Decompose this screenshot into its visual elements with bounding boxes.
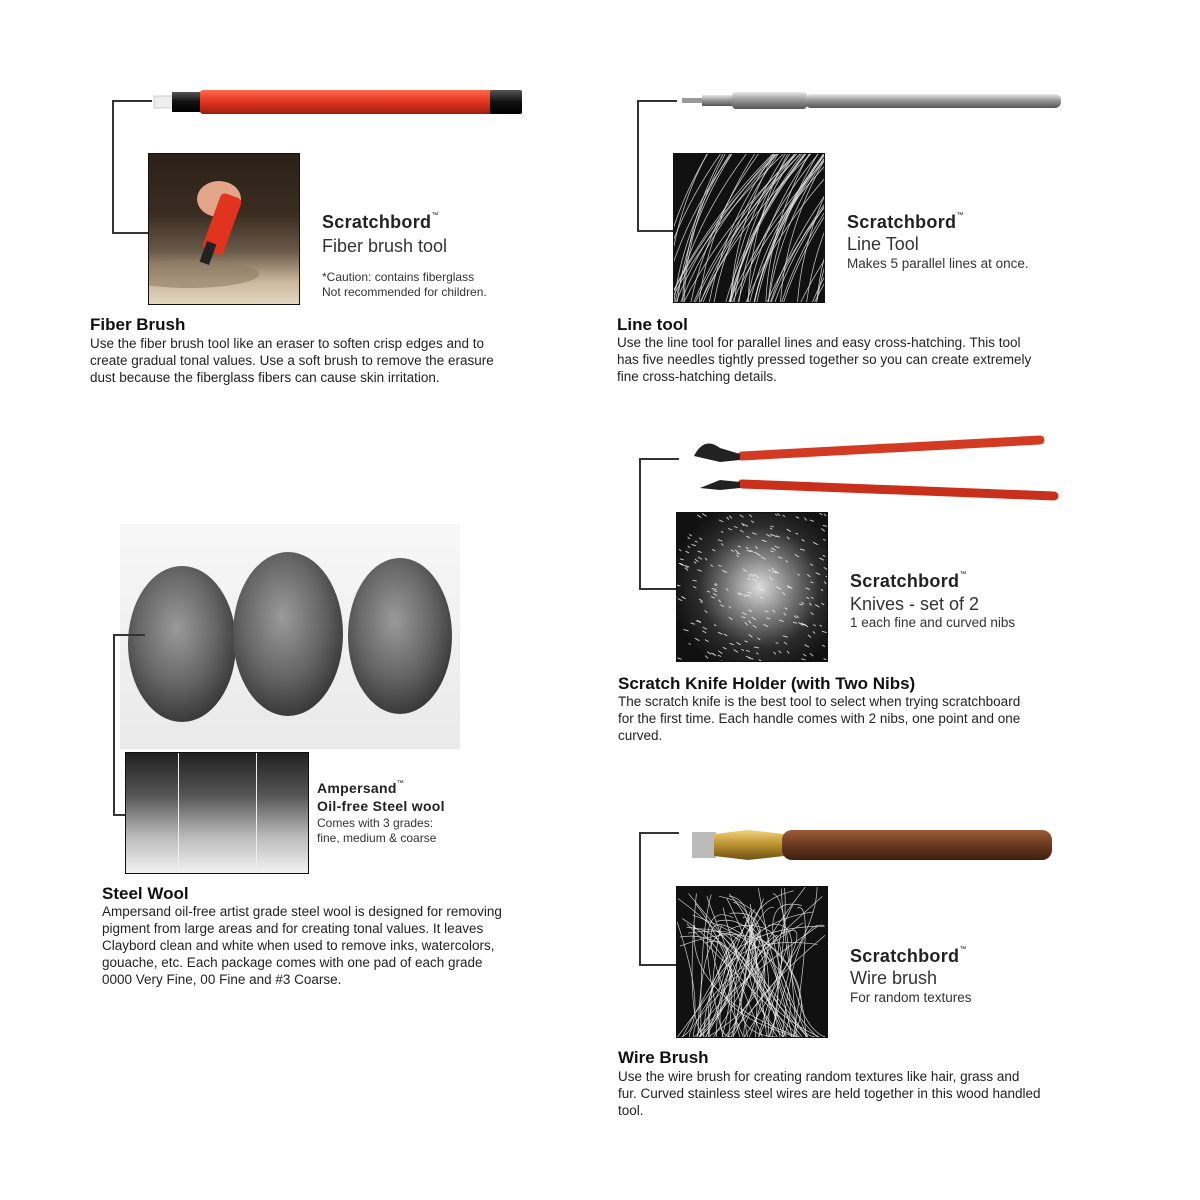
steel-wool-texture-sample	[125, 752, 309, 874]
fiber-caution: *Caution: contains fiberglass Not recommended for children.	[322, 270, 487, 299]
wire-connector-bracket	[639, 832, 679, 966]
steel-heading: Steel Wool	[102, 884, 189, 903]
wire-heading: Wire Brush	[618, 1048, 709, 1067]
steel-subtitle: Oil-free Steel wool	[317, 798, 445, 814]
knives-texture-sample	[676, 512, 828, 662]
fiber-brush-tool-image	[150, 84, 530, 130]
knives-brand: Scratchbord™	[850, 571, 967, 591]
scratch-knives-image	[690, 432, 1062, 504]
line-description: Use the line tool for parallel lines and easy cross-hatching. This tool has five needles tightly pressed together so you can create extremely fine cross-hatching details.	[617, 335, 1032, 384]
line-heading: Line tool	[617, 315, 688, 334]
line-brand: Scratchbord™	[847, 212, 964, 232]
fiber-description: Use the fiber brush tool like an eraser to soften crisp edges and to create gradual tonal values. Use a soft brush to remove the erasure dust because the fiberglass fibers can cause skin irritation.	[90, 336, 494, 385]
line-connector-bracket	[637, 100, 677, 232]
steel-wool-photo	[120, 524, 460, 749]
wire-texture-sample	[676, 886, 828, 1038]
wire-brand: Scratchbord™	[850, 946, 967, 966]
fiber-heading: Fiber Brush	[90, 315, 186, 334]
line-note: Makes 5 parallel lines at once.	[847, 256, 1029, 271]
steel-note: Comes with 3 grades: fine, medium & coarse	[317, 816, 437, 845]
knives-note: 1 each fine and curved nibs	[850, 615, 1016, 630]
fiber-brand: Scratchbord™	[322, 212, 439, 232]
wire-subtitle: Wire brush	[850, 968, 938, 988]
knives-description: The scratch knife is the best tool to select when trying scratchboard for the first time. Each handle comes with 2 nibs, one point and one curved.	[618, 694, 1021, 743]
fiber-subtitle: Fiber brush tool	[322, 236, 448, 256]
wire-brush-image	[688, 822, 1058, 868]
steel-description: Ampersand oil-free artist grade steel wool is designed for removing pigment from large areas and for creating tonal values. It leaves Claybord clean and white when used to remove inks, watercolors, gouache, etc. Each package comes with one pad of each grade 0000 Very Fine, 00 Fine and #3 Coarse.	[102, 904, 502, 987]
fiber-connector-bracket	[112, 100, 152, 234]
wire-description: Use the wire brush for creating random textures like hair, grass and fur. Curved stainless steel wires are held together in this wood handled tool.	[618, 1069, 1041, 1118]
knives-connector-bracket	[639, 458, 679, 590]
steel-brand: Ampersand™	[317, 780, 405, 796]
line-texture-sample	[673, 153, 825, 303]
knives-subtitle: Knives - set of 2	[850, 594, 980, 614]
line-subtitle: Line Tool	[847, 234, 919, 254]
knives-heading: Scratch Knife Holder (with Two Nibs)	[618, 674, 916, 693]
line-tool-image	[680, 88, 1065, 114]
fiber-brush-photo	[148, 153, 300, 305]
wire-note: For random textures	[850, 990, 972, 1005]
